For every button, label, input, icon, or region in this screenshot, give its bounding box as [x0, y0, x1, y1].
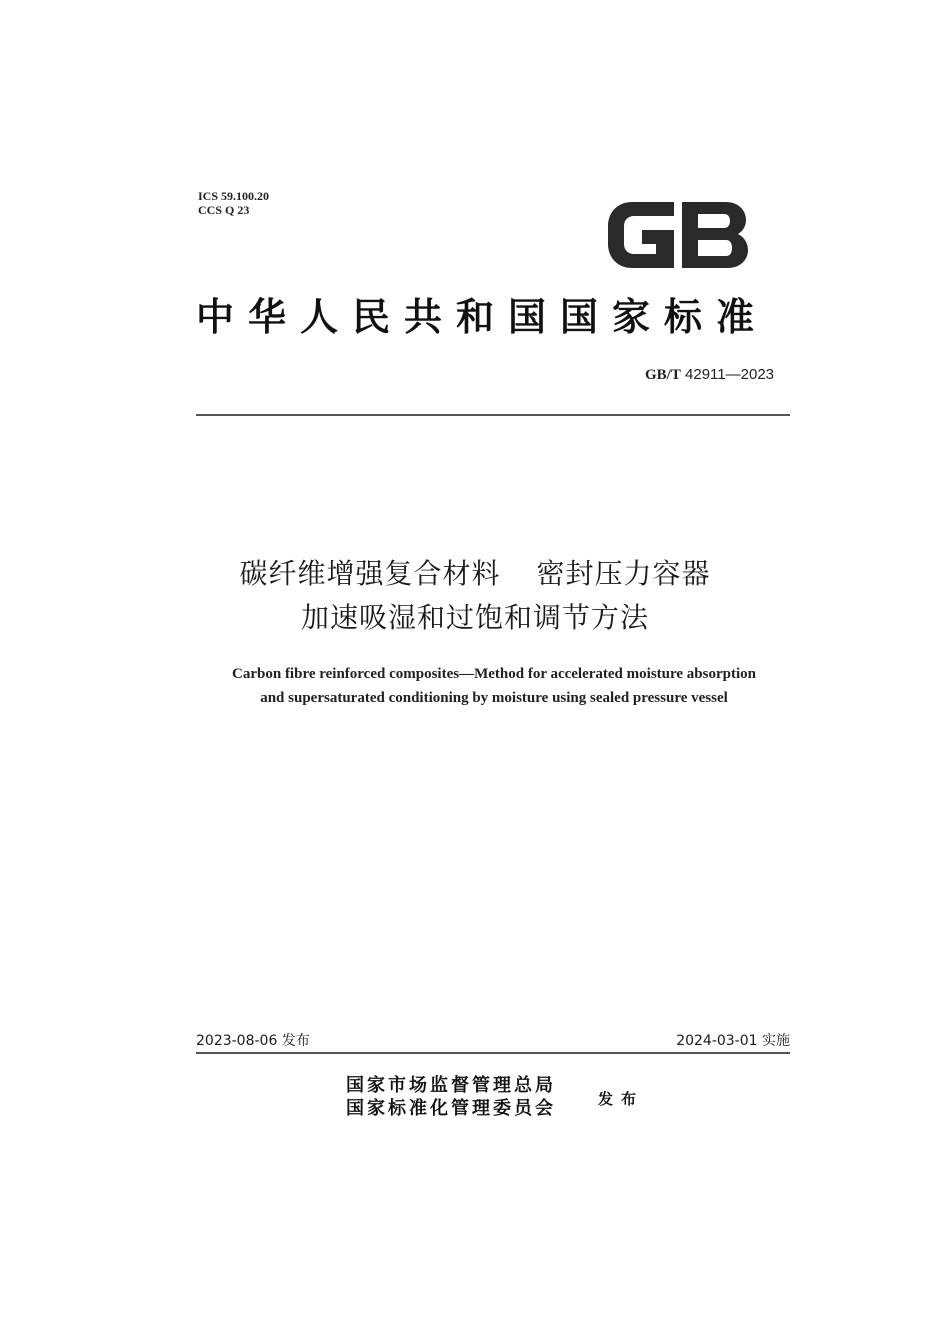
issuer-samr: 国家市场监督管理总局: [346, 1075, 556, 1096]
standard-number-value: 42911—2023: [685, 366, 774, 383]
chinese-title-line-1: [0, 554, 950, 594]
national-standard-title: 中华人民共和国国家标准: [196, 294, 769, 339]
issuer-sac: 国家标准化管理委员会: [346, 1098, 556, 1119]
english-title-line-1: Carbon fibre reinforced composites—Method for accelerated moisture absorption: [232, 666, 756, 682]
header-divider: [196, 414, 790, 416]
english-title-line-2: and supersaturated conditioning by moisture using sealed pressure vessel: [260, 690, 728, 706]
gb-logo-icon: [604, 196, 750, 274]
ccs-code: CCS Q 23: [198, 203, 250, 217]
date-row: [196, 1030, 790, 1052]
chinese-title-part-1: 碳纤维增强复合材料: [239, 557, 501, 590]
effective-date: 2024-03-01 实施: [676, 1033, 790, 1049]
standard-number-prefix: GB/T: [645, 367, 681, 383]
chinese-title-part-2: 密封压力容器: [536, 557, 711, 590]
footer-divider: [196, 1052, 790, 1054]
chinese-title-line-2: 加速吸湿和过饱和调节方法: [300, 601, 649, 634]
issuing-organizations: [346, 1074, 556, 1120]
classification-codes: [198, 189, 269, 217]
standard-number: [645, 366, 774, 384]
issue-action-label: 发布: [598, 1090, 645, 1108]
issue-date: 2023-08-06 发布: [196, 1033, 310, 1049]
ics-code: ICS 59.100.20: [198, 189, 270, 203]
